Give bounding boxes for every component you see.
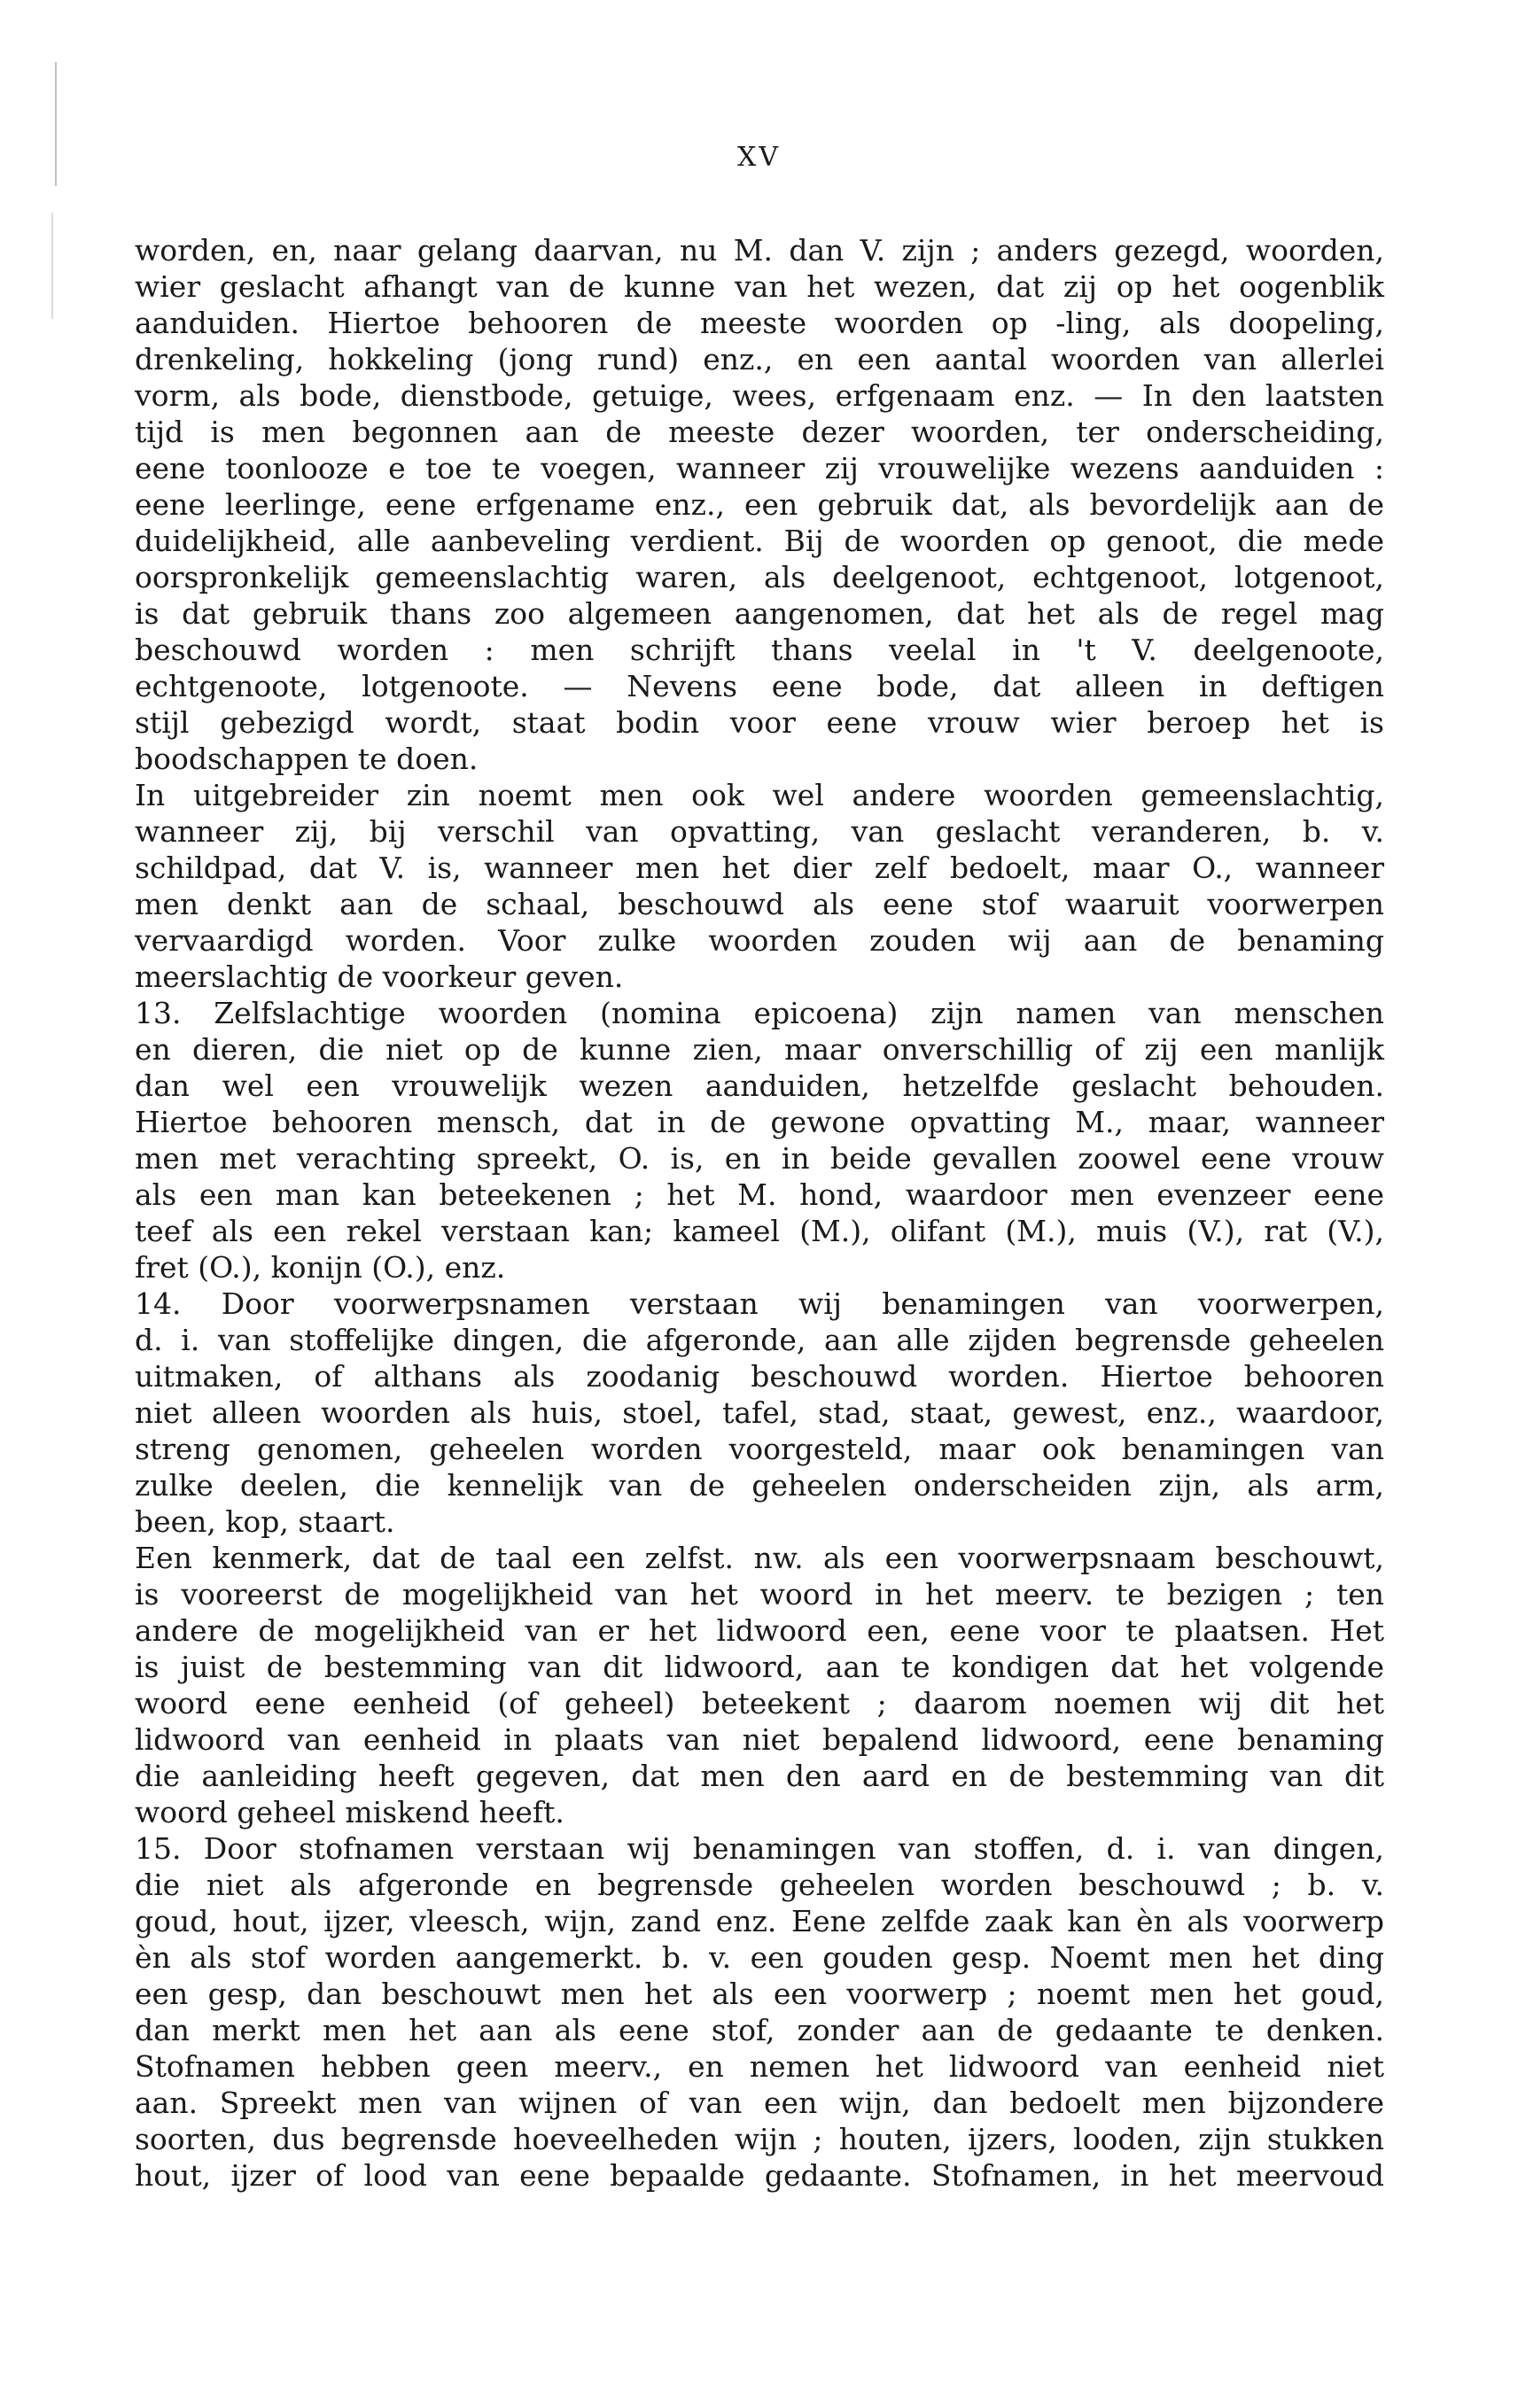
text-line: vervaardigd worden. Voor zulke woorden zouden wij aan de benaming — [135, 923, 1384, 958]
text-line: Stofnamen hebben geen meerv., en nemen het lidwoord van eenheid niet — [135, 2049, 1384, 2084]
text-line: dan merkt men het aan als eene stof, zonder aan de gedaante te denken. — [135, 2013, 1384, 2047]
text-line: aan. Spreekt men van wijnen of van een wijn, dan bedoelt men bijzondere — [135, 2086, 1384, 2120]
text-line: een gesp, dan beschouwt men het als een voorwerp ; noemt men het goud, — [135, 1977, 1384, 2011]
text-line: teef als een rekel verstaan kan; kameel (M.), olifant (M.), muis (V.), rat (V.), — [135, 1214, 1384, 1248]
text-line: 14. Door voorwerpsnamen verstaan wij benamingen van voorwerpen, — [135, 1286, 1384, 1321]
body-text — [135, 232, 1384, 2194]
text-line: men met verachting spreekt, O. is, en in beide gevallen zoowel eene vrouw — [135, 1141, 1384, 1176]
text-line: d. i. van stoffelijke dingen, die afgeronde, aan alle zijden begrensde geheelen — [135, 1323, 1384, 1357]
text-line: wanneer zij, bij verschil van opvatting, van geslacht veranderen, b. v. — [135, 814, 1384, 849]
text-line: worden, en, naar gelang daarvan, nu M. dan V. zijn ; anders gezegd, woorden, — [135, 233, 1384, 268]
text-line: Een kenmerk, dat de taal een zelfst. nw. als een voorwerpsnaam beschouwt, — [135, 1541, 1384, 1575]
text-line: fret (O.), konijn (O.), enz. — [135, 1250, 506, 1285]
text-line: Hiertoe behooren mensch, dat in de gewone opvatting M., maar, wanneer — [135, 1105, 1384, 1139]
text-line: men denkt aan de schaal, beschouwd als eene stof waaruit voorwerpen — [135, 887, 1384, 921]
text-line: èn als stof worden aangemerkt. b. v. een gouden gesp. Noemt men het ding — [135, 1940, 1384, 1975]
text-line: hout, ijzer of lood van eene bepaalde gedaante. Stofnamen, in het meervoud — [135, 2158, 1384, 2193]
text-line: schildpad, dat V. is, wanneer men het dier zelf bedoelt, maar O., wanneer — [135, 851, 1384, 885]
text-line: uitmaken, of althans als zoodanig beschouwd worden. Hiertoe behooren — [135, 1359, 1384, 1394]
text-line: die niet als afgeronde en begrensde geheelen worden beschouwd ; b. v. — [135, 1868, 1384, 1902]
text-line: zulke deelen, die kennelijk van de geheelen onderscheiden zijn, als arm, — [135, 1468, 1384, 1503]
text-line: woord geheel miskend heeft. — [135, 1795, 564, 1829]
text-line: als een man kan beteekenen ; het M. hond, waardoor men evenzeer eene — [135, 1177, 1384, 1212]
text-line: is vooreerst de mogelijkheid van het woord in het meerv. te bezigen ; ten — [135, 1577, 1384, 1612]
text-line: lidwoord van eenheid in plaats van niet bepalend lidwoord, eene benaming — [135, 1722, 1384, 1757]
text-line: wier geslacht afhangt van de kunne van het wezen, dat zij op het oogenblik — [135, 269, 1384, 304]
text-line: oorspronkelijk gemeenslachtig waren, als deelgenoot, echtgenoot, lotgenoot, — [135, 560, 1384, 594]
scan-margin-mark — [51, 213, 53, 319]
text-line: die aanleiding heeft gegeven, dat men den aard en de bestemming van dit — [135, 1759, 1384, 1793]
text-line: duidelijkheid, alle aanbeveling verdient. Bij de woorden op genoot, die mede — [135, 524, 1384, 558]
text-line: eene toonlooze e toe te voegen, wanneer zij vrouwelijke wezens aanduiden : — [135, 451, 1384, 485]
text-line: boodschappen te doen. — [135, 742, 479, 776]
text-line: dan wel een vrouwelijk wezen aanduiden, hetzelfde geslacht behouden. — [135, 1068, 1384, 1103]
text-line: en dieren, die niet op de kunne zien, maar onverschillig of zij een manlijk — [135, 1032, 1384, 1067]
page-number: XV — [736, 142, 782, 173]
text-line: streng genomen, geheelen worden voorgesteld, maar ook benamingen van — [135, 1432, 1384, 1466]
text-line: eene leerlinge, eene erfgename enz., een gebruik dat, als bevordelijk aan de — [135, 487, 1384, 522]
text-line: is dat gebruik thans zoo algemeen aangenomen, dat het als de regel mag — [135, 596, 1384, 631]
text-line: 15. Door stofnamen verstaan wij benamingen van stoffen, d. i. van dingen, — [135, 1831, 1384, 1866]
text-line: stijl gebezigd wordt, staat bodin voor eene vrouw wier beroep het is — [135, 705, 1384, 740]
text-line: echtgenoote, lotgenoote. — Nevens eene bode, dat alleen in deftigen — [135, 669, 1384, 703]
text-line: goud, hout, ijzer, vleesch, wijn, zand enz. Eene zelfde zaak kan èn als voorwerp — [135, 1904, 1384, 1938]
text-line: andere de mogelijkheid van er het lidwoord een, eene voor te plaatsen. Het — [135, 1613, 1384, 1648]
text-line: drenkeling, hokkeling (jong rund) enz., en een aantal woorden van allerlei — [135, 342, 1384, 377]
text-line: 13. Zelfslachtige woorden (nomina epicoena) zijn namen van menschen — [135, 996, 1384, 1030]
text-line: been, kop, staart. — [135, 1504, 395, 1539]
text-line: woord eene eenheid (of geheel) beteekent ; daarom noemen wij dit het — [135, 1686, 1384, 1721]
text-line: In uitgebreider zin noemt men ook wel andere woorden gemeenslachtig, — [135, 778, 1384, 812]
text-line: niet alleen woorden als huis, stoel, tafel, stad, staat, gewest, enz., waardoor, — [135, 1395, 1384, 1430]
text-line: beschouwd worden : men schrijft thans veelal in 't V. deelgenoote, — [135, 633, 1384, 667]
text-line: soorten, dus begrensde hoeveelheden wijn ; houten, ijzers, looden, zijn stukken — [135, 2122, 1384, 2156]
text-line: aanduiden. Hiertoe behooren de meeste woorden op -ling, als doopeling, — [135, 306, 1384, 340]
text-line: is juist de bestemming van dit lidwoord, aan te kondigen dat het volgende — [135, 1650, 1384, 1684]
text-line: meerslachtig de voorkeur geven. — [135, 959, 624, 994]
text-line: vorm, als bode, dienstbode, getuige, wees, erfgenaam enz. — In den laatsten — [135, 378, 1384, 413]
text-line: tijd is men begonnen aan de meeste dezer woorden, ter onderscheiding, — [135, 415, 1384, 449]
